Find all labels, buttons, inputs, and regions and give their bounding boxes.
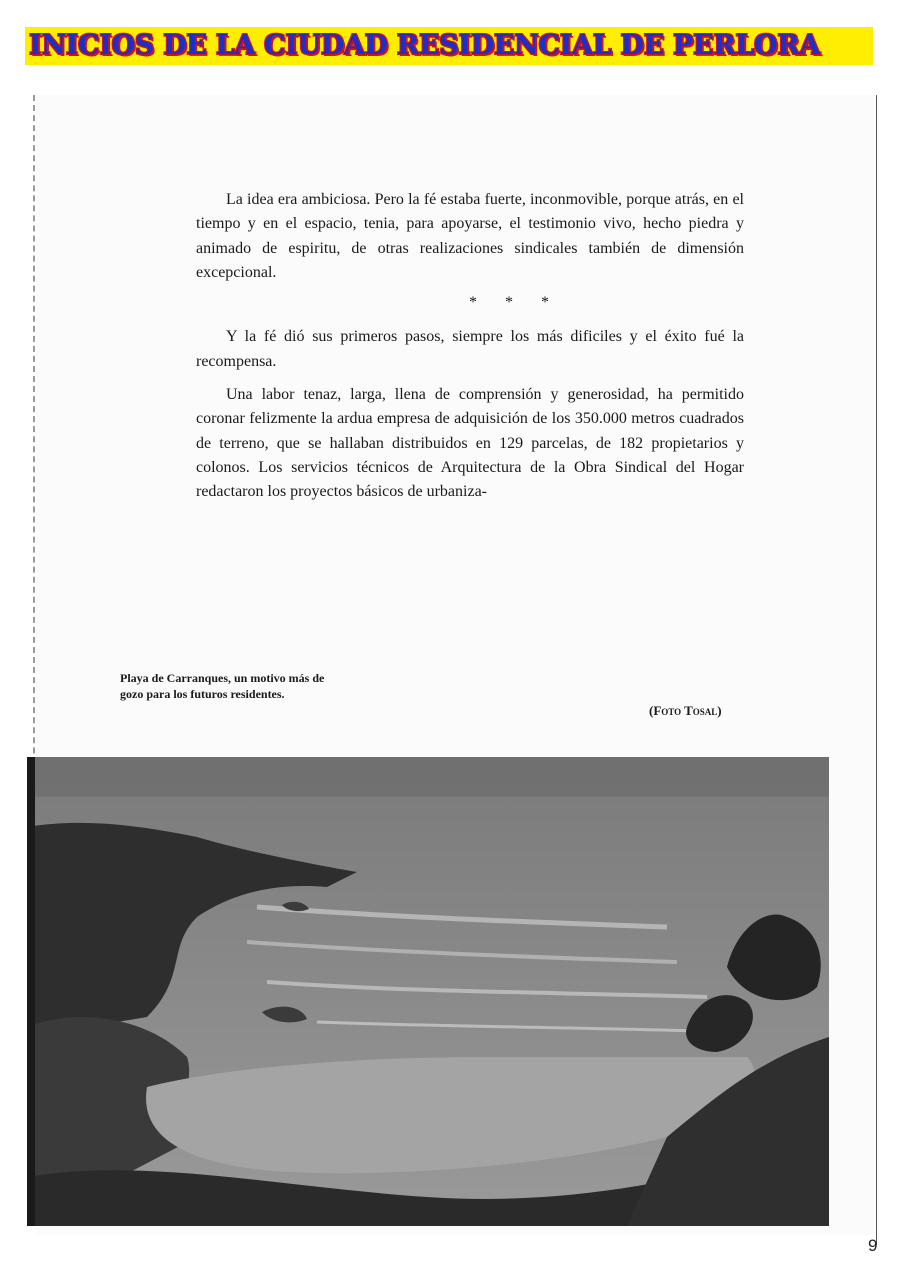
right-rule-line xyxy=(876,95,877,1245)
photo-caption-line-1: Playa de Carranques, un motivo más de xyxy=(120,671,325,685)
beach-photo xyxy=(27,757,829,1226)
header-banner xyxy=(25,27,873,65)
section-separator: * * * xyxy=(469,294,561,312)
page-title: INICIOS DE LA CIUDAD RESIDENCIAL DE PERLORA xyxy=(29,30,821,61)
article-body xyxy=(196,188,744,505)
photo-caption xyxy=(120,670,450,702)
page-number: 9 xyxy=(868,1236,878,1255)
article-paragraph-2: Y la fé dió sus primeros pasos, siempre los más dificiles y el éxito fué la recompensa. xyxy=(196,328,744,370)
photo-caption-line-2: gozo para los futuros residentes. xyxy=(120,687,285,701)
photo-credit: (Foto Tosal) xyxy=(649,703,722,718)
article-paragraph-1: La idea era ambiciosa. Pero la fé estaba fuerte, inconmovible, porque atrás, en el tiempo y en el espacio, tenia, para apoyarse, el testimonio vivo, hecho piedra y animado de espiritu, de otras realizaciones sindicales también de dimensión excepcional. xyxy=(196,191,744,281)
article-paragraph-3: Una labor tenaz, larga, llena de comprensión y generosidad, ha permitido coronar felizmente la ardua empresa de adquisición de los 350.000 metros cuadrados de terreno, que se hallaban distribuidos en 129 parcelas, de 182 propietarios y colonos. Los servicios técnicos de Arquitectura de la Obra Sindical del Hogar redactaron los proyectos básicos de urbaniza- xyxy=(196,386,744,501)
